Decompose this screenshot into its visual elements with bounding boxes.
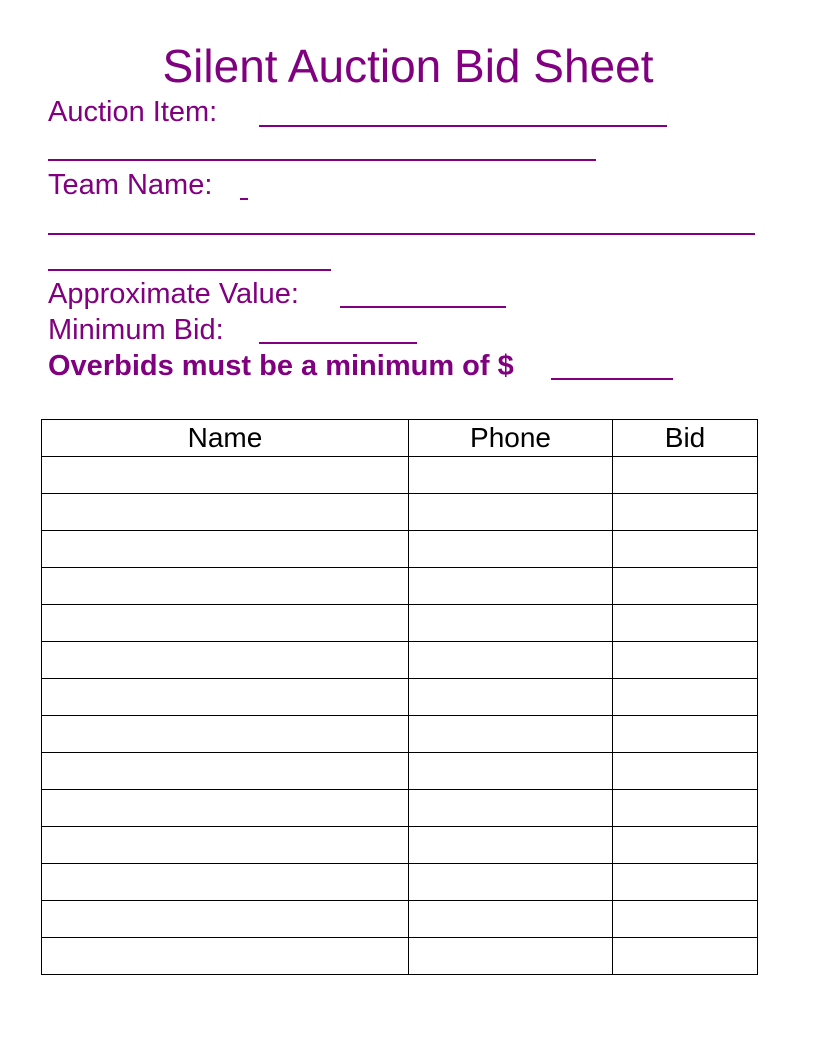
phone-cell[interactable]: [409, 753, 613, 790]
name-cell[interactable]: [42, 568, 409, 605]
name-cell[interactable]: [42, 901, 409, 938]
column-header-bid: Bid: [613, 420, 758, 457]
name-cell[interactable]: [42, 679, 409, 716]
overbids-label: Overbids must be a minimum of $: [48, 350, 514, 382]
approximate-value-field[interactable]: [340, 306, 506, 308]
team-name-field[interactable]: [48, 233, 755, 235]
column-header-name: Name: [42, 420, 409, 457]
name-cell[interactable]: [42, 827, 409, 864]
table-row: [42, 457, 758, 494]
minimum-bid-label: Minimum Bid:: [48, 314, 224, 346]
table-row: [42, 494, 758, 531]
bid-cell[interactable]: [613, 531, 758, 568]
overbids-field[interactable]: [551, 378, 673, 380]
bid-cell[interactable]: [613, 457, 758, 494]
phone-cell[interactable]: [409, 679, 613, 716]
team-name-label: Team Name:: [48, 169, 213, 201]
team-name-field-continued[interactable]: [48, 269, 331, 271]
bid-cell[interactable]: [613, 642, 758, 679]
bid-cell[interactable]: [613, 716, 758, 753]
minimum-bid-field[interactable]: [259, 342, 417, 344]
phone-cell[interactable]: [409, 938, 613, 975]
phone-cell[interactable]: [409, 494, 613, 531]
phone-cell[interactable]: [409, 568, 613, 605]
table-row: [42, 605, 758, 642]
bid-table-body: [42, 457, 758, 975]
table-row: [42, 827, 758, 864]
bid-table: [41, 419, 758, 975]
phone-cell[interactable]: [409, 716, 613, 753]
bid-cell[interactable]: [613, 753, 758, 790]
bid-cell[interactable]: [613, 938, 758, 975]
bid-cell[interactable]: [613, 605, 758, 642]
name-cell[interactable]: [42, 790, 409, 827]
phone-cell[interactable]: [409, 790, 613, 827]
name-cell[interactable]: [42, 753, 409, 790]
table-row: [42, 938, 758, 975]
name-cell[interactable]: [42, 716, 409, 753]
phone-cell[interactable]: [409, 901, 613, 938]
name-cell[interactable]: [42, 605, 409, 642]
bid-cell[interactable]: [613, 901, 758, 938]
table-row: [42, 716, 758, 753]
name-cell[interactable]: [42, 938, 409, 975]
phone-cell[interactable]: [409, 531, 613, 568]
phone-cell[interactable]: [409, 827, 613, 864]
table-row: [42, 568, 758, 605]
bid-cell[interactable]: [613, 494, 758, 531]
auction-item-label: Auction Item:: [48, 96, 218, 128]
bid-table-header-row: [42, 420, 758, 457]
auction-item-field-continued[interactable]: [48, 159, 596, 161]
table-row: [42, 753, 758, 790]
phone-cell[interactable]: [409, 605, 613, 642]
table-row: [42, 790, 758, 827]
bid-cell[interactable]: [613, 790, 758, 827]
table-row: [42, 864, 758, 901]
column-header-phone: Phone: [409, 420, 613, 457]
bid-cell[interactable]: [613, 864, 758, 901]
table-row: [42, 531, 758, 568]
auction-item-field[interactable]: [259, 125, 667, 127]
table-row: [42, 642, 758, 679]
phone-cell[interactable]: [409, 642, 613, 679]
name-cell[interactable]: [42, 457, 409, 494]
approximate-value-label: Approximate Value:: [48, 278, 299, 310]
bid-cell[interactable]: [613, 679, 758, 716]
page-title: Silent Auction Bid Sheet: [162, 40, 654, 92]
name-cell[interactable]: [42, 642, 409, 679]
phone-cell[interactable]: [409, 457, 613, 494]
table-row: [42, 901, 758, 938]
name-cell[interactable]: [42, 864, 409, 901]
name-cell[interactable]: [42, 494, 409, 531]
phone-cell[interactable]: [409, 864, 613, 901]
bid-cell[interactable]: [613, 827, 758, 864]
team-name-field-start[interactable]: [240, 198, 248, 200]
name-cell[interactable]: [42, 531, 409, 568]
table-row: [42, 679, 758, 716]
bid-cell[interactable]: [613, 568, 758, 605]
